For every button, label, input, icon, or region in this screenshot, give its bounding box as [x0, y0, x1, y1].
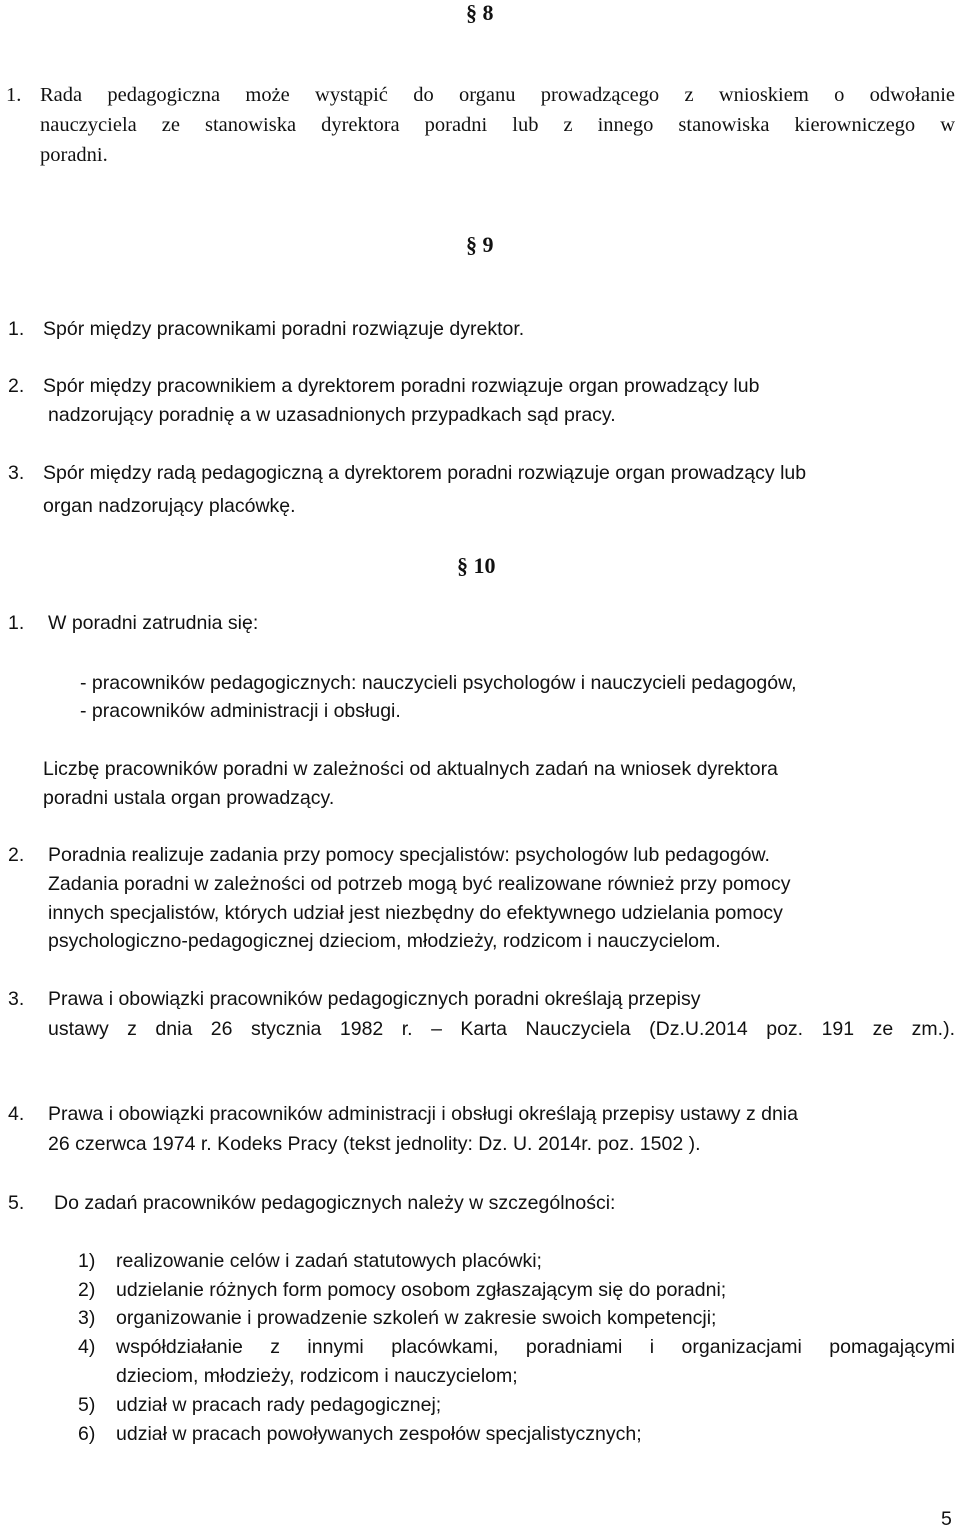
- s9-p2-line2: nadzorujący poradnię a w uzasadnionych przypadkach sąd pracy.: [48, 404, 616, 426]
- s10-p4-number: 4.: [8, 1103, 25, 1125]
- s10-p3-line1: Prawa i obowiązki pracowników pedagogicznych poradni określają przepisy: [48, 988, 701, 1010]
- section-9-heading: § 9: [466, 232, 494, 257]
- s9-p2-number: 2.: [8, 375, 25, 397]
- list-item-3-number: 3): [78, 1307, 96, 1329]
- list-item-2-number: 2): [78, 1279, 96, 1301]
- s8-p1-line1: Rada pedagogiczna może wystąpić do organu prowadzącego z wnioskiem o odwołanie: [40, 84, 955, 106]
- list-item-6-number: 6): [78, 1423, 96, 1445]
- s10-note-line2: poradni ustala organ prowadzący.: [43, 787, 335, 809]
- s10-dash-item-2: - pracowników administracji i obsługi.: [80, 700, 401, 722]
- s10-dash-item-1: - pracowników pedagogicznych: nauczycieli psychologów i nauczycieli pedagogów,: [80, 672, 797, 694]
- s10-p5-text: Do zadań pracowników pedagogicznych należy w szczególności:: [54, 1192, 616, 1214]
- s9-p1-text: Spór między pracownikami poradni rozwiązuje dyrektor.: [43, 318, 525, 340]
- s10-p3-line2: ustawy z dnia 26 stycznia 1982 r. – Karta Nauczyciela (Dz.U.2014 poz. 191 ze zm.).: [48, 1018, 955, 1040]
- list-item-2-text: udzielanie różnych form pomocy osobom zgłaszającym się do poradni;: [116, 1279, 727, 1301]
- s10-p4-line2: 26 czerwca 1974 r. Kodeks Pracy (tekst jednolity: Dz. U. 2014r. poz. 1502 ).: [48, 1133, 701, 1155]
- s9-p2-line1: Spór między pracownikiem a dyrektorem poradni rozwiązuje organ prowadzący lub: [43, 375, 760, 397]
- s10-p4-line1: Prawa i obowiązki pracowników administracji i obsługi określają przepisy ustawy z dnia: [48, 1103, 798, 1125]
- list-item-4-text-continued: dzieciom, młodzieży, rodzicom i nauczycielom;: [116, 1365, 518, 1387]
- list-item-6-text: udział w pracach powoływanych zespołów specjalistycznych;: [116, 1423, 642, 1445]
- s10-p2-line3: innych specjalistów, których udział jest niezbędny do efektywnego udzielania pomocy: [48, 902, 783, 924]
- page-number: 5: [941, 1508, 952, 1530]
- s10-note-line1: Liczbę pracowników poradni w zależności od aktualnych zadań na wniosek dyrektora: [43, 758, 778, 780]
- list-item-1-text: realizowanie celów i zadań statutowych placówki;: [116, 1250, 542, 1272]
- s8-p1-line2: nauczyciela ze stanowiska dyrektora poradni lub z innego stanowiska kierowniczego w: [40, 114, 955, 136]
- section-8-heading: § 8: [466, 0, 494, 25]
- section-10-heading: § 10: [457, 553, 496, 578]
- s10-p2-line1: Poradnia realizuje zadania przy pomocy specjalistów: psychologów lub pedagogów.: [48, 844, 770, 866]
- list-item-3-text: organizowanie i prowadzenie szkoleń w zakresie swoich kompetencji;: [116, 1307, 717, 1329]
- s9-p3-number: 3.: [8, 462, 25, 484]
- s10-p1-number: 1.: [8, 612, 25, 634]
- s10-p3-number: 3.: [8, 988, 25, 1010]
- s8-p1-number: 1.: [6, 84, 22, 106]
- list-item-5-number: 5): [78, 1394, 96, 1416]
- list-item-4-number: 4): [78, 1336, 96, 1358]
- s9-p3-line1: Spór między radą pedagogiczną a dyrektorem poradni rozwiązuje organ prowadzący lub: [43, 462, 807, 484]
- s9-p3-line2: organ nadzorujący placówkę.: [43, 495, 296, 517]
- s9-p1-number: 1.: [8, 318, 25, 340]
- s10-p5-number: 5.: [8, 1192, 25, 1214]
- s10-p2-line2: Zadania poradni w zależności od potrzeb mogą być realizowane również przy pomocy: [48, 873, 791, 895]
- list-item-1-number: 1): [78, 1250, 96, 1272]
- list-item-4-text: współdziałanie z innymi placówkami, poradniami i organizacjami pomagającymi: [116, 1336, 955, 1358]
- s10-p2-number: 2.: [8, 844, 25, 866]
- s8-p1-line3: poradni.: [40, 144, 108, 166]
- list-item-5-text: udział w pracach rady pedagogicznej;: [116, 1394, 442, 1416]
- s10-p2-line4: psychologiczno-pedagogicznej dzieciom, młodzieży, rodzicom i nauczycielom.: [48, 930, 721, 952]
- s10-p1-text: W poradni zatrudnia się:: [48, 612, 259, 634]
